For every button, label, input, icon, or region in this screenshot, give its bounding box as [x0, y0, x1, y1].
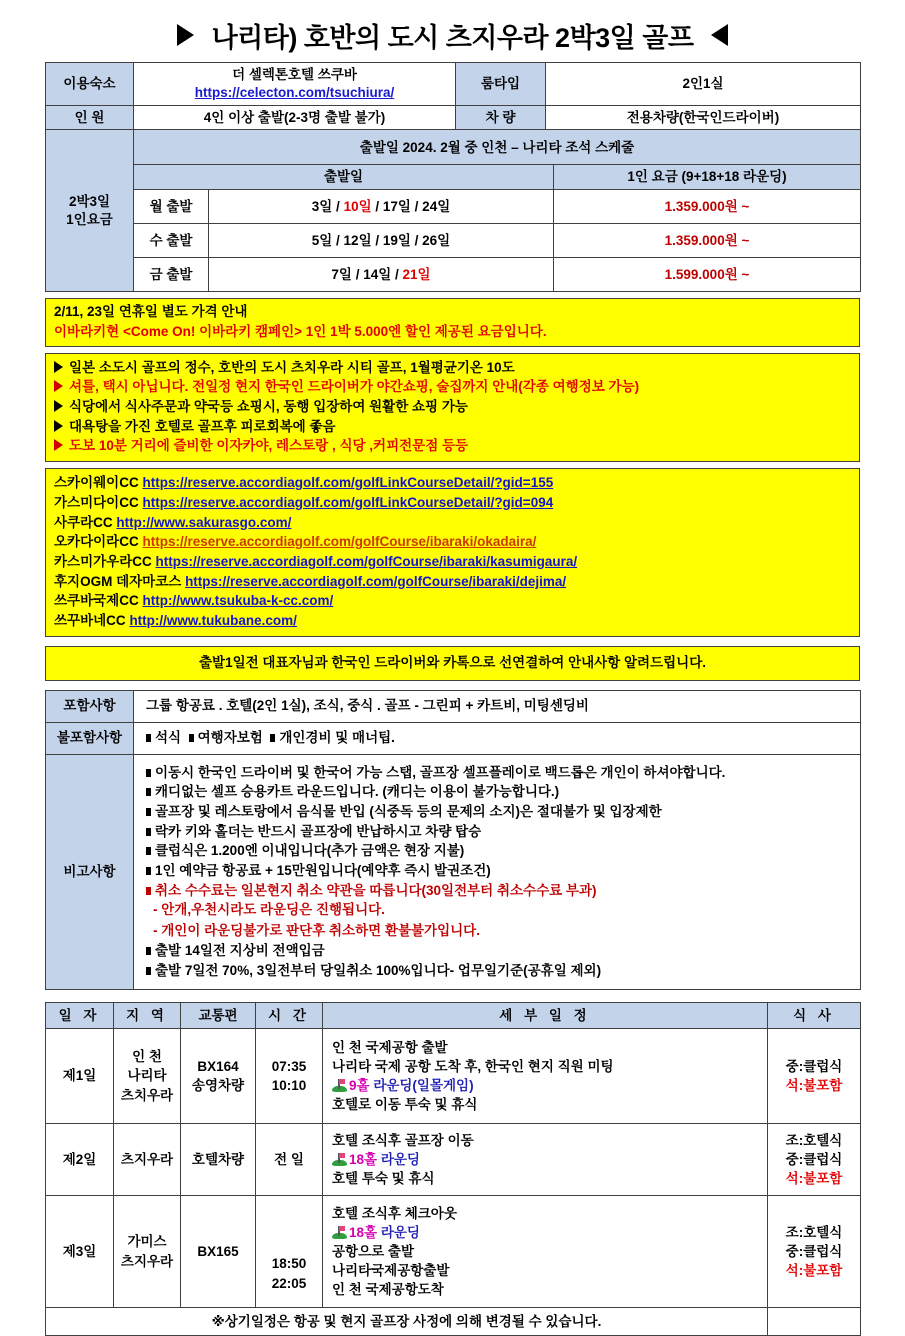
square-bullet-icon: [146, 769, 151, 777]
detail-line-golf: [332, 1223, 762, 1242]
square-bullet-icon: [146, 947, 151, 955]
course-name: 카스미가우라CC: [54, 553, 152, 569]
itinerary-time: [256, 1196, 323, 1308]
fare-value: 1.359.000원 ~: [554, 190, 861, 224]
remark-text: 출발 7일전 70%, 3일전부터 당일취소 100%입니다- 업무일기준(공휴일 제외): [155, 963, 602, 979]
feature-text: 일본 소도시 골프의 정수, 호반의 도시 츠치우라 시티 골프, 1월평균기온 10도: [69, 359, 515, 375]
page-title: [45, 0, 860, 62]
course-url-link[interactable]: http://www.tukubane.com/: [129, 613, 297, 629]
remark-text: 1인 예약금 항공료 + 15만원입니다(예약후 즉시 발권조건): [155, 863, 491, 879]
excluded-item: 석식: [155, 730, 182, 746]
square-bullet-icon: [270, 734, 275, 742]
itinerary-day: 제3일: [46, 1196, 114, 1308]
col-fare-header: 1인 요금 (9+18+18 라운딩): [554, 165, 861, 190]
itinerary-time: [256, 1029, 323, 1124]
itinerary-area: 츠지우라: [114, 1124, 181, 1196]
detail-line: 호텔 조식후 체크아웃: [332, 1205, 457, 1221]
itinerary-footer-blank: [768, 1308, 861, 1336]
roomtype-label: 룸타입: [456, 63, 546, 106]
depart-day: 수 출발: [134, 224, 209, 258]
square-bullet-icon: [146, 867, 151, 875]
itinerary-details: [323, 1196, 768, 1308]
itinerary-meals: [768, 1124, 861, 1196]
square-bullet-icon: [146, 828, 151, 836]
table-row: [46, 63, 861, 106]
col-header-area: 지 역: [114, 1002, 181, 1028]
itinerary-table: [45, 1002, 861, 1336]
fare-value: 1.599.000원 ~: [554, 258, 861, 292]
list-item: [54, 611, 851, 631]
roomtype-value: 2인1실: [546, 63, 861, 106]
holiday-notice-line2: 이바라키현 <Come On! 이바라키 캠페인> 1인 1박 5.000엔 할인 제공된 요금입니다.: [54, 323, 547, 339]
transport-line: BX164: [197, 1058, 239, 1074]
col-header-day: 일 자: [46, 1002, 114, 1028]
detail-line: 호텔 조식후 골프장 이동: [332, 1132, 474, 1148]
course-url-link[interactable]: http://www.sakurasgo.com/: [116, 514, 292, 530]
included-label: 포함사항: [46, 690, 134, 722]
list-item: [146, 861, 860, 881]
table-row: [46, 754, 861, 989]
course-name: 스카이웨이CC: [54, 475, 139, 491]
included-value: 그룹 항공료 . 호텔(2인 1실), 조식, 중식 . 골프 - 그린피 + 카트비, 미팅센딩비: [134, 690, 861, 722]
holiday-notice-line1: 2/11, 23일 연휴일 별도 가격 안내: [54, 304, 248, 320]
area-line: 츠지우라: [120, 1253, 174, 1269]
golf-flag-icon: [332, 1079, 347, 1092]
meal-line: 석:불포함: [785, 1263, 843, 1279]
remarks-label: 비고사항: [46, 754, 134, 989]
excluded-item: 여행자보험: [197, 730, 263, 746]
triangle-bullet-icon: [54, 400, 63, 412]
course-url-link[interactable]: http://www.tsukuba-k-cc.com/: [142, 593, 334, 609]
table-row: [46, 190, 861, 224]
table-row: [46, 1196, 861, 1308]
golf-course-links-block: [45, 468, 860, 637]
detail-line: 인 천 국제공항도착: [332, 1282, 444, 1298]
feature-text: 식당에서 식사주문과 약국등 쇼핑시, 동행 입장하여 원활한 쇼핑 가능: [69, 399, 468, 415]
detail-line: 나리타국제공항출발: [332, 1263, 450, 1279]
square-bullet-icon: [146, 808, 151, 816]
triangle-bullet-icon: [54, 361, 63, 373]
holiday-notice-block: [45, 298, 860, 346]
dates-pre: 3일 /: [311, 198, 344, 214]
square-bullet-icon: [189, 734, 194, 742]
transport-line: 송영차량: [191, 1078, 245, 1094]
golf-holes: 18홀: [349, 1151, 378, 1167]
golf-suffix: 라운딩: [377, 1224, 420, 1240]
dates-pre: 7일 / 14일 /: [331, 266, 403, 282]
list-item: [54, 591, 851, 611]
col-header-details: 세 부 일 정: [323, 1002, 768, 1028]
dates-highlight: 10일: [343, 198, 372, 214]
lodging-value: [134, 63, 456, 106]
area-line: 나리타: [127, 1068, 167, 1084]
list-item: [146, 881, 860, 901]
table-row: [46, 1029, 861, 1124]
table-row: [46, 690, 861, 722]
area-line: 가미스: [127, 1234, 167, 1250]
golf-flag-icon: [332, 1153, 347, 1166]
list-item: - 안개,우천시라도 라운딩은 진행됩니다.: [153, 902, 385, 918]
course-name: 후지OGM 데자마코스: [54, 573, 182, 589]
kakao-notice-text: 출발1일전 대표자님과 한국인 드라이버와 카톡으로 선연결하여 안내사항 알려드립니다.: [199, 654, 706, 670]
square-bullet-icon: [146, 734, 151, 742]
table-row: [46, 1308, 861, 1336]
vehicle-value: 전용차량(한국인드라이버): [546, 105, 861, 130]
features-block: [45, 353, 860, 463]
lodging-label: 이용숙소: [46, 63, 134, 106]
remark-text: 클럽식은 1.200엔 이내입니다(추가 금액은 현장 지불): [155, 843, 465, 859]
itinerary-transport: 호텔차량: [181, 1124, 256, 1196]
itinerary-transport: BX165: [181, 1196, 256, 1308]
golf-holes: 9홀: [349, 1078, 370, 1094]
course-name: 가스미다이CC: [54, 494, 139, 510]
course-name: 쓰꾸바네CC: [54, 613, 126, 629]
price-side-label: [46, 130, 134, 292]
detail-line: 호텔 투숙 및 휴식: [332, 1171, 435, 1187]
terms-table: [45, 690, 861, 990]
page-title-text: 나리타) 호반의 도시 츠지우라 2박3일 골프: [211, 22, 694, 53]
price-banner: 출발일 2024. 2월 중 인천 – 나리타 조석 스케줄: [134, 130, 861, 165]
lodging-url-link[interactable]: https://celecton.com/tsuchiura/: [194, 84, 395, 100]
itinerary-meals: [768, 1029, 861, 1124]
col-depart-header: 출발일: [134, 165, 554, 190]
itinerary-area: [114, 1029, 181, 1124]
table-row: [46, 224, 861, 258]
itinerary-details: [323, 1029, 768, 1124]
table-row: [46, 130, 861, 165]
dates-pre: 5일 / 12일 / 19일 / 26일: [311, 232, 451, 248]
kakao-notice-block: [45, 646, 860, 681]
depart-day: 금 출발: [134, 258, 209, 292]
meal-line: 조:호텔식: [785, 1224, 843, 1240]
list-item: [54, 358, 851, 378]
golf-suffix: 라운딩: [377, 1151, 420, 1167]
triangle-bullet-icon: [54, 380, 63, 392]
course-name: 사쿠라CC: [54, 514, 113, 530]
detail-line-golf: [332, 1150, 762, 1169]
list-item: [146, 941, 860, 961]
meal-line: 중:클럽식: [785, 1058, 843, 1074]
list-item: [146, 802, 860, 822]
excluded-item: 개인경비 및 매너팁.: [279, 730, 395, 746]
golf-flag-icon: [332, 1226, 347, 1239]
square-bullet-icon: [146, 788, 151, 796]
itinerary-transport: [181, 1029, 256, 1124]
remark-text: 취소 수수료는 일본현지 취소 약관을 따릅니다(30일전부터 취소수수료 부과): [155, 882, 597, 898]
excluded-value: [134, 722, 861, 754]
time-line: 07:35: [271, 1058, 307, 1074]
remark-text: 이동시 한국인 드라이버 및 한국어 가능 스탭, 골프장 셀프플레이로 백드롭은 개인이 하셔야합니다.: [155, 764, 726, 780]
detail-line: 호텔로 이동 투숙 및 휴식: [332, 1097, 478, 1113]
list-item: [54, 397, 851, 417]
table-row: [46, 105, 861, 130]
price-side-label-line1: 2박3일: [68, 194, 111, 210]
course-url-link[interactable]: https://reserve.accordiagolf.com/golfCourse/ibaraki/dejima/: [185, 573, 567, 589]
time-line: 22:05: [271, 1275, 307, 1291]
fare-value: 1.359.000원 ~: [554, 224, 861, 258]
list-item: [54, 513, 851, 533]
itinerary-day: 제1일: [46, 1029, 114, 1124]
list-item: [54, 572, 851, 592]
square-bullet-icon: [146, 847, 151, 855]
meal-line: 조:호텔식: [785, 1132, 843, 1148]
itinerary-details: [323, 1124, 768, 1196]
depart-dates: [209, 190, 554, 224]
course-name: 오카다이라CC: [54, 534, 139, 550]
remark-text: 출발 14일전 지상비 전액입금: [155, 943, 325, 959]
lodging-info-table: [45, 62, 861, 130]
list-item: [54, 532, 851, 552]
remark-text: 락카 키와 홀더는 반드시 골프장에 반납하시고 차량 탑승: [155, 823, 482, 839]
table-header-row: [46, 1002, 861, 1028]
list-item: [54, 417, 851, 437]
golf-suffix: 라운딩(일몰게임): [369, 1078, 474, 1094]
pax-label: 인 원: [46, 105, 134, 130]
list-item: [146, 763, 860, 783]
meal-line: 석:불포함: [785, 1171, 843, 1187]
dates-post: / 17일 / 24일: [371, 198, 451, 214]
remark-text: 골프장 및 레스토랑에서 음식물 반입 (식중독 등의 문제의 소지)은 절대불가 및 입장제한: [155, 803, 662, 819]
list-item: [54, 473, 851, 493]
course-url-link[interactable]: https://reserve.accordiagolf.com/golfLinkCourseDetail/?gid=155: [142, 475, 554, 491]
list-item: [54, 436, 851, 456]
excluded-label: 불포함사항: [46, 722, 134, 754]
golf-holes: 18홀: [349, 1224, 378, 1240]
lodging-name: 더 셀렉톤호텔 쓰쿠바: [232, 67, 357, 82]
remark-text: 캐디없는 셀프 승용카트 라운드입니다. (캐디는 이용이 불가능합니다.): [155, 784, 560, 800]
meal-line: 중:클럽식: [785, 1151, 843, 1167]
triangle-bullet-icon: [54, 439, 63, 451]
list-item: [146, 822, 860, 842]
list-item: [146, 782, 860, 802]
col-header-meals: 식 사: [768, 1002, 861, 1028]
list-item: [54, 377, 851, 397]
feature-text: 도보 10분 거리에 즐비한 이자카야, 레스토랑 , 식당 ,커피전문점 등등: [69, 438, 469, 454]
itinerary-time: 전 일: [256, 1124, 323, 1196]
pax-value: 4인 이상 출발(2-3명 출발 불가): [134, 105, 456, 130]
meal-line: 석:불포함: [785, 1078, 843, 1094]
remarks-value: [134, 754, 861, 989]
depart-day: 월 출발: [134, 190, 209, 224]
area-line: 인 천: [132, 1049, 162, 1065]
detail-line: 나리타 국제 공항 도착 후, 한국인 현지 직원 미팅: [332, 1058, 614, 1074]
depart-dates: [209, 224, 554, 258]
time-line: 10:10: [271, 1078, 307, 1094]
feature-text: 대욕탕을 가진 호텔로 골프후 피로회복에 좋음: [69, 418, 336, 434]
itinerary-meals: [768, 1196, 861, 1308]
area-line: 츠치우라: [120, 1087, 174, 1103]
list-item: [146, 841, 860, 861]
price-side-label-line2: 1인요금: [66, 211, 113, 227]
course-url-link[interactable]: https://reserve.accordiagolf.com/golfCourse/ibaraki/kasumigaura/: [155, 553, 578, 569]
course-url-link[interactable]: https://reserve.accordiagolf.com/golfLinkCourseDetail/?gid=094: [142, 494, 554, 510]
list-item: [54, 493, 851, 513]
list-item: - 개인이 라운딩불가로 판단후 취소하면 환불불가입니다.: [153, 922, 480, 938]
triangle-left-icon: [711, 24, 728, 46]
dates-highlight: 21일: [402, 266, 431, 282]
time-line: 18:50: [271, 1256, 307, 1272]
feature-text: 셔틀, 택시 아닙니다. 전일정 현지 한국인 드라이버가 야간쇼핑, 술집까지 안내(각종 여행정보 가능): [69, 379, 640, 395]
itinerary-area: [114, 1196, 181, 1308]
detail-line: 공항으로 출발: [332, 1243, 414, 1259]
col-header-time: 시 간: [256, 1002, 323, 1028]
depart-dates: [209, 258, 554, 292]
table-row: [46, 1124, 861, 1196]
itinerary-day: 제2일: [46, 1124, 114, 1196]
itinerary-footer-note: ※상기일정은 항공 및 현지 골프장 사정에 의해 변경될 수 있습니다.: [46, 1308, 768, 1336]
meal-line: 중:클럽식: [785, 1243, 843, 1259]
vehicle-label: 차 량: [456, 105, 546, 130]
detail-line-golf: [332, 1076, 762, 1095]
table-row: [46, 722, 861, 754]
triangle-bullet-icon: [54, 420, 63, 432]
table-row: [46, 165, 861, 190]
square-bullet-icon: [146, 967, 151, 975]
detail-line: 인 천 국제공항 출발: [332, 1039, 448, 1055]
course-name: 쓰쿠바국제CC: [54, 593, 139, 609]
list-item: [146, 961, 860, 981]
table-row: [46, 258, 861, 292]
list-item: [54, 552, 851, 572]
price-schedule-table: [45, 129, 861, 292]
triangle-right-icon: [177, 24, 194, 46]
square-bullet-icon: [146, 887, 151, 895]
col-header-transport: 교통편: [181, 1002, 256, 1028]
course-url-link[interactable]: https://reserve.accordiagolf.com/golfCourse/ibaraki/okadaira/: [142, 534, 537, 550]
